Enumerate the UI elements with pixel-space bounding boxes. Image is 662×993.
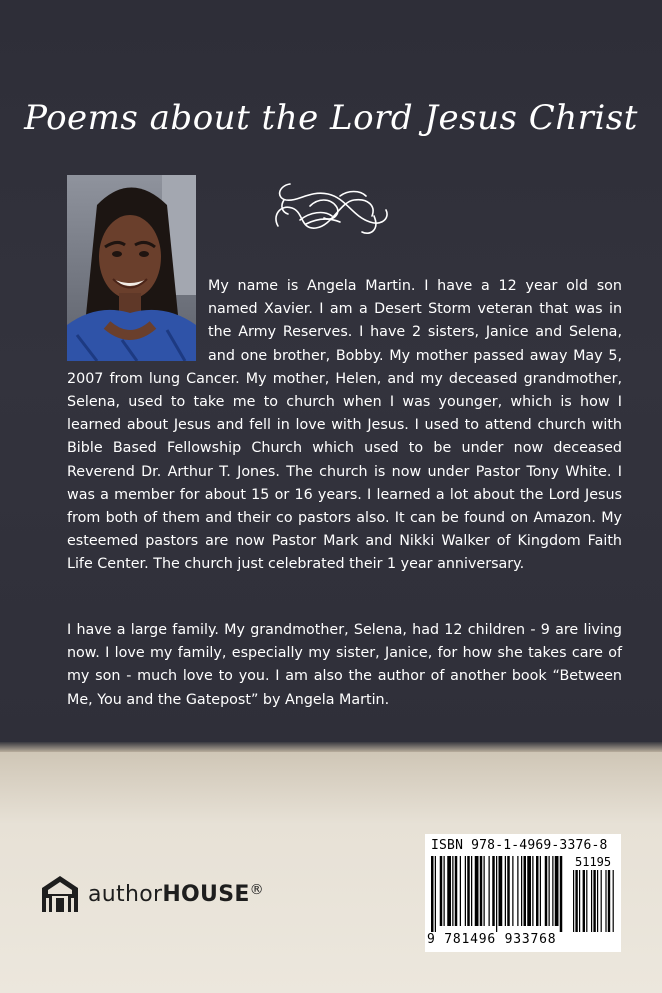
barcode-addon-bar (583, 870, 585, 932)
barcode-bar (496, 856, 497, 932)
author-bio-paragraph-2: I have a large family. My grandmother, Selena, had 12 children - 9 are living now. I love my family, especially my sister, Janice, for how she takes care of my son - much love to you. I am also the author of another book “Between Me, You and the Gatepost” by Angela Martin. (67, 622, 622, 708)
barcode-bar (560, 856, 563, 932)
barcode-bar (512, 856, 513, 926)
barcode-bar (465, 856, 466, 926)
publisher-logo (40, 874, 264, 914)
barcode-bar (452, 856, 453, 926)
barcode-bars (429, 856, 621, 932)
barcode-bar (507, 856, 510, 926)
author-bio-text-1: My name is Angela Martin. I have a 12 year old son named Xavier. I am a Desert Storm veteran that was in the Army Reserves. I have 2 sisters, Janice and Selena, and one brother, Bobby. My mother passed away May 5, 2007 from lung Cancer. My mother, Helen, and my deceased grandmother, Selena, used to take me to church when I was younger, which is how I learned about Jesus and fell in love with Jesus. I used to attend church with Bible Based Fellowship Church which used to be under now deceased Reverend Dr. Arthur T. Jones. The church is now under Pastor Tony White. I was a member for about 15 or 16 years. I learned a lot about the Lord Jesus from both of them and their co pastors also. It can be found on Amazon. My esteemed pastors are now Pastor Mark and Nikki Walker of Kingdom Faith Life Center. The church just celebrated their 1 year anniversary. (67, 278, 622, 573)
barcode-addon-bar (586, 870, 587, 932)
barcode-bar (431, 856, 434, 932)
barcode-bar (536, 856, 539, 926)
barcode-bar (499, 856, 503, 926)
ornamental-flourish-icon (270, 176, 392, 240)
barcode-bar (471, 856, 472, 926)
barcode-addon-bar (613, 870, 614, 932)
author-bio-paragraph-1 (67, 275, 622, 577)
isbn-label: ISBN 978-1-4969-3376-8 (431, 838, 608, 853)
barcode-bar (524, 856, 527, 926)
barcode-bar (435, 856, 436, 932)
authorhouse-logo-icon (40, 874, 80, 914)
barcode-digits: 9 781496 933768 (427, 932, 557, 947)
barcode-bar (444, 856, 445, 926)
barcode-bar (552, 856, 553, 926)
barcode-addon-bar (573, 870, 574, 932)
photo-wrap-spacer (67, 275, 208, 365)
barcode-addon-bar (605, 870, 606, 932)
barcode-bar (467, 856, 470, 926)
barcode-addon-bar (591, 870, 592, 932)
isbn-barcode (425, 834, 621, 952)
barcode-bar (555, 856, 559, 926)
registered-mark: ® (249, 881, 264, 898)
barcode-bar (455, 856, 458, 926)
price-code: 51195 (575, 855, 612, 869)
barcode-bar (521, 856, 522, 926)
barcode-addon-bar (608, 870, 610, 932)
barcode-bar (527, 856, 531, 926)
barcode-addon-bar (601, 870, 602, 932)
barcode-bar (475, 856, 479, 926)
barcode-bar (460, 856, 461, 926)
barcode-addon-bar (597, 870, 598, 932)
barcode-bar (440, 856, 443, 926)
publisher-name-prefix: author (88, 881, 163, 907)
publisher-name-suffix: HOUSE (162, 881, 250, 907)
barcode-bar (484, 856, 485, 926)
barcode-bar (489, 856, 490, 926)
barcode-bar (545, 856, 548, 926)
barcode-bar (540, 856, 541, 926)
publisher-name (88, 882, 264, 907)
barcode-bar (532, 856, 533, 926)
barcode-addon-bar (593, 870, 595, 932)
cover-divider-band (0, 742, 662, 752)
barcode-bar (549, 856, 550, 926)
barcode-addon-bar (579, 870, 580, 932)
barcode-bar (447, 856, 451, 926)
barcode-bar (480, 856, 483, 926)
barcode-addon-bar (575, 870, 577, 932)
barcode-bar (492, 856, 495, 926)
barcode-bar (505, 856, 506, 926)
barcode-bar (517, 856, 518, 926)
book-title: Poems about the Lord Jesus Christ (24, 98, 638, 138)
